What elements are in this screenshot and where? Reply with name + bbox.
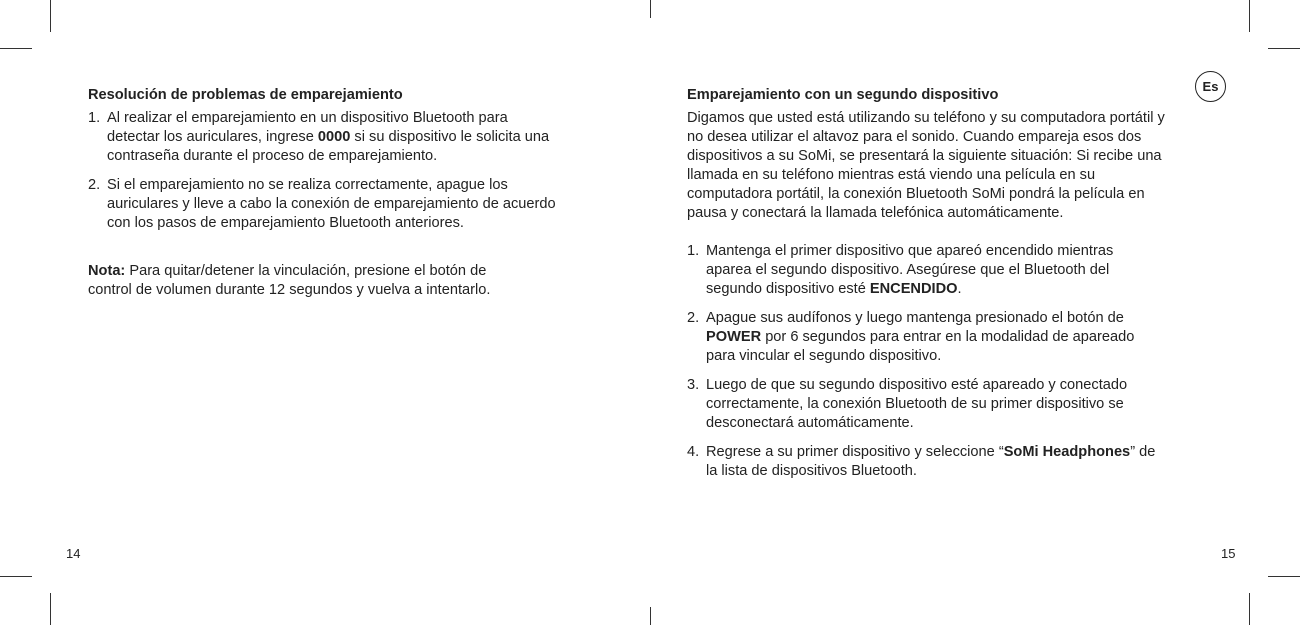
left-page-content [88,86,558,300]
list-item: 2. Si el emparejamiento no se realiza correctamente, apague los auriculares y lleve a cabo la conexión de emparejamiento de acuerdo con los pasos de emparejamiento Bluetooth anteriores. [88,177,556,231]
crop-mark [650,0,651,18]
item-number: 1. [687,243,700,259]
crop-mark [650,607,651,625]
crop-mark [0,576,32,577]
crop-mark [1249,0,1250,32]
note-label: Nota: [88,263,126,279]
crop-mark [1268,576,1300,577]
item-number: 1. [88,110,101,126]
list-item: 3. Luego de que su segundo dispositivo esté apareado y conectado correctamente, la conexión Bluetooth de su primer dispositivo se desconectará automáticamente. [687,377,1128,431]
crop-mark [50,593,51,625]
right-page-content [687,86,1167,491]
item-number: 2. [687,310,700,326]
item-number: 2. [88,177,101,193]
troubleshooting-list [88,109,558,233]
list-item: 2. Apague sus audífonos y luego mantenga presionado el botón de POWER por 6 segundos para entrar en la modalidad de apareado para vincular el segundo dispositivo. [687,310,1135,364]
list-item: 1. Mantenga el primer dispositivo que apareó encendido mientras aparea el segundo dispositivo. Asegúrese que el Bluetooth del segundo dispositivo esté ENCENDIDO. [687,243,1114,297]
crop-mark [50,0,51,32]
intro-paragraph: Digamos que usted está utilizando su teléfono y su computadora portátil y no desea utilizar el altavoz para el sonido. Cuando empareja esos dos dispositivos a su SoMi, se presentará la siguiente situación: Si recibe una llamada en su teléfono mientras está viendo una película en su computadora portátil, la conexión Bluetooth SoMi pondrá la película en pausa y conectará la llamada telefónica automáticamente. [687,110,1165,221]
list-item: 4. Regrese a su primer dispositivo y seleccione “SoMi Headphones” de la lista de dispositivos Bluetooth. [687,444,1156,479]
page-number-left: 14 [66,546,81,561]
troubleshooting-heading: Resolución de problemas de emparejamiento [88,87,403,103]
crop-mark [0,48,32,49]
crop-mark [1249,593,1250,625]
second-device-steps [687,242,1157,481]
language-badge: Es [1195,71,1226,102]
second-device-heading: Emparejamiento con un segundo dispositivo [687,87,999,103]
note-paragraph: Nota: Para quitar/detener la vinculación, presione el botón de control de volumen durante 12 segundos y vuelva a intentarlo. [88,263,491,298]
item-number: 3. [687,377,700,393]
crop-mark [1268,48,1300,49]
item-number: 4. [687,444,700,460]
list-item: 1. Al realizar el emparejamiento en un dispositivo Bluetooth para detectar los auriculares, ingrese 0000 si su dispositivo le solicita una contraseña durante el proceso de emparejamiento. [88,110,550,164]
page-number-right: 15 [1221,546,1236,561]
